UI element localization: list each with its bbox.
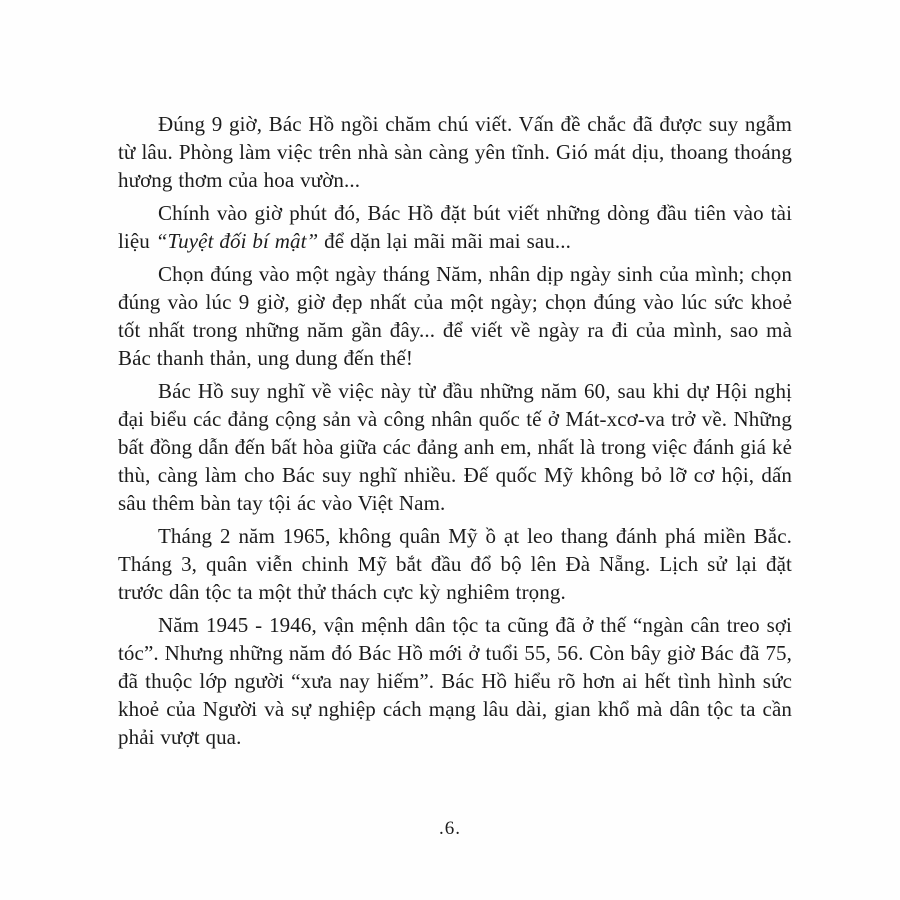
body-text-run: Chính vào giờ phút đó, Bác Hồ đặt bút viết những dòng đầu tiên vào tài liệu	[118, 201, 792, 253]
body-text-run: Bác Hồ suy nghĩ về việc này từ đầu những năm 60, sau khi dự Hội nghị đại biểu các đảng cộng sản và công nhân quốc tế ở Mát-xcơ-va trở về. Những bất đồng dẫn đến bất hòa giữa các đảng anh em, nhất là trong việc đánh giá kẻ thù, càng làm cho Bác suy nghĩ nhiều. Đế quốc Mỹ không bỏ lỡ cơ hội, dấn sâu thêm bàn tay tội ác vào Việt Nam.	[118, 379, 792, 515]
body-text-run: Đúng 9 giờ, Bác Hồ ngồi chăm chú viết. Vấn đề chắc đã được suy ngẫm từ lâu. Phòng làm việc trên nhà sàn càng yên tĩnh. Gió mát dịu, thoang thoáng hương thơm của hoa vườn...	[118, 112, 792, 192]
paragraph	[118, 110, 792, 194]
text-block	[118, 110, 792, 756]
paragraph	[118, 260, 792, 372]
paragraph	[118, 522, 792, 606]
paragraph	[118, 377, 792, 517]
body-text-run: Năm 1945 - 1946, vận mệnh dân tộc ta cũng đã ở thế “ngàn cân treo sợi tóc”. Nhưng những năm đó Bác Hồ mới ở tuổi 55, 56. Còn bây giờ Bác đã 75, đã thuộc lớp người “xưa nay hiếm”. Bác Hồ hiểu rõ hơn ai hết tình hình sức khoẻ của Người và sự nghiệp cách mạng lâu dài, gian khổ mà dân tộc ta cần phải vượt qua.	[118, 613, 792, 749]
body-text-run: Chọn đúng vào một ngày tháng Năm, nhân dịp ngày sinh của mình; chọn đúng vào lúc 9 giờ, giờ đẹp nhất của một ngày; chọn đúng vào lúc sức khoẻ tốt nhất trong những năm gần đây... để viết về ngày ra đi của mình, sao mà Bác thanh thản, ung dung đến thế!	[118, 262, 792, 370]
page-number: .6.	[439, 818, 461, 839]
body-text-run: để dặn lại mãi mãi mai sau...	[318, 229, 571, 253]
italic-text-run: “Tuyệt đối bí mật”	[155, 229, 319, 253]
body-text-run: Tháng 2 năm 1965, không quân Mỹ ồ ạt leo thang đánh phá miền Bắc. Tháng 3, quân viễn chinh Mỹ bắt đầu đổ bộ lên Đà Nẵng. Lịch sử lại đặt trước dân tộc ta một thử thách cực kỳ nghiêm trọng.	[118, 524, 792, 604]
paragraph	[118, 199, 792, 255]
paragraph	[118, 611, 792, 751]
